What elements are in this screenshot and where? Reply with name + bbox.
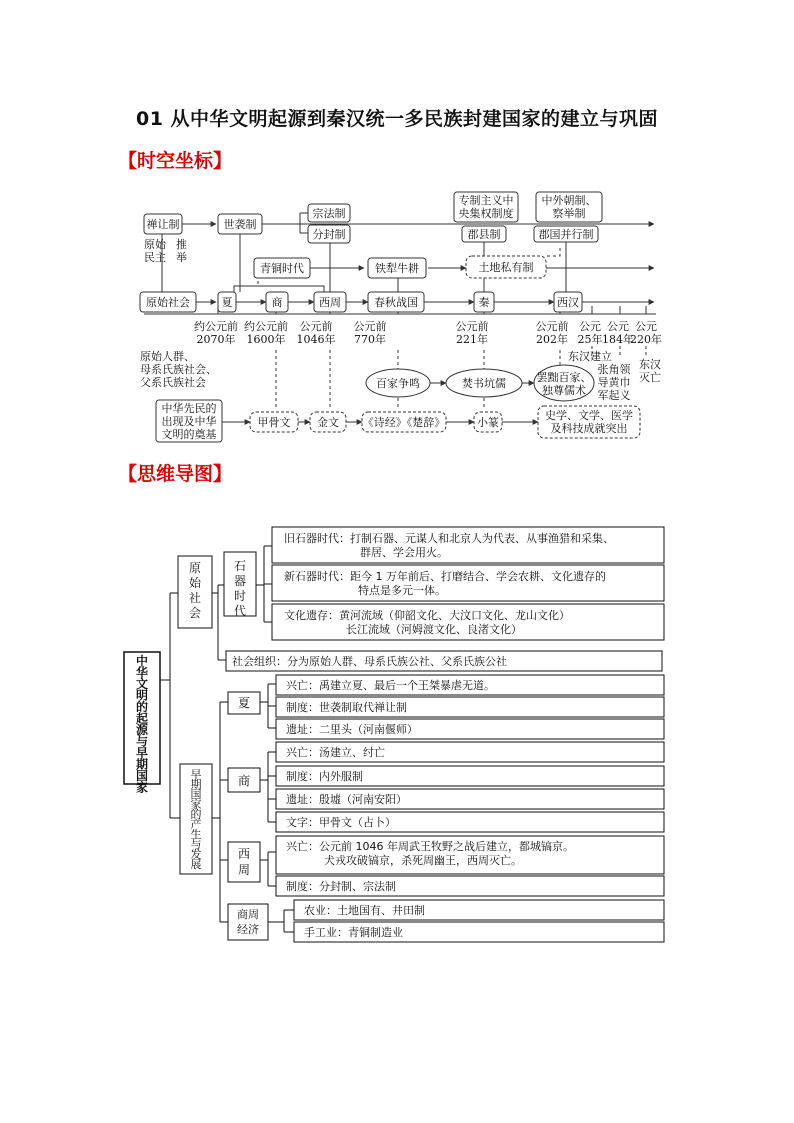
label-shanrang: 禅让制 <box>146 218 180 231</box>
mm-yuanshi: 原始社会 <box>188 561 202 620</box>
mm-shehui: 社会组织：分为原始人群、母系氏族公社、父系氏族公社 <box>232 655 507 668</box>
mm-shang-wen: 文字：甲骨文（占卜） <box>286 816 396 829</box>
mm-xinshi-1: 新石器时代：距今 1 万年前后、打磨结合、学会农耕、文化遗存的 <box>284 570 606 583</box>
mm-shang-xing: 兴亡：汤建立、纣亡 <box>286 746 385 759</box>
date-8a: 公元 <box>607 320 629 333</box>
date-3a: 公元前 <box>299 320 333 333</box>
mm-xizhou: 西周 <box>237 847 251 877</box>
era-qin: 秦 <box>478 296 490 309</box>
label-donghan-mie-2: 灭亡 <box>639 371 661 384</box>
mm-zhou-xing-1: 兴亡：公元前 1046 年周武王牧野之战后建立，都城镐京。 <box>286 840 574 853</box>
mm-jingji-2: 经济 <box>237 923 259 936</box>
label-tieli: 铁犁牛耕 <box>375 262 419 275</box>
era-chunqiu: 春秋战国 <box>374 296 418 309</box>
mm-xia-yi: 遗址：二里头（河南偃师） <box>286 723 418 736</box>
label-yuanshi-2: 民主 <box>144 251 166 264</box>
label-fenshu: 焚书坑儒 <box>462 377 506 390</box>
era-primitive: 原始社会 <box>146 296 190 309</box>
mm-jingji-1: 商周 <box>237 908 259 921</box>
label-bachu-2: 独尊儒术 <box>542 384 586 397</box>
mm-zhou-zhi: 制度：分封制、宗法制 <box>286 880 396 893</box>
label-keji-1: 史学、文学、医学 <box>545 409 633 422</box>
date-5a: 公元前 <box>455 320 489 333</box>
label-tuiju-2: 举 <box>176 251 187 264</box>
mm-nongye: 农业：土地国有、井田制 <box>304 904 425 917</box>
label-xiaozhuan: 小篆 <box>477 416 499 429</box>
label-jiagu: 甲骨文 <box>257 416 291 429</box>
label-yuanshi-1: 原始 <box>144 238 166 251</box>
date-9a: 公元 <box>635 320 657 333</box>
date-6b: 202年 <box>536 333 568 346</box>
label-society-2: 母系氏族社会、 <box>140 363 217 376</box>
date-8b: 184年 <box>602 333 634 346</box>
label-tuiju-1: 推 <box>176 238 187 251</box>
label-society-1: 原始人群、 <box>140 350 195 363</box>
label-shijing: 《诗经》《楚辞》 <box>362 416 446 429</box>
era-xia: 夏 <box>221 296 233 309</box>
mm-wenhua-1: 文化遗存：黄河流域（仰韶文化、大汶口文化、龙山文化） <box>284 609 570 622</box>
label-bachu-1: 罢黜百家、 <box>536 371 592 384</box>
mm-shang-yi: 遗址：殷墟（河南安阳） <box>286 793 407 806</box>
era-shang: 商 <box>271 296 283 309</box>
date-7b: 25年 <box>577 333 603 346</box>
label-keji-2: 及科技成就突出 <box>550 422 628 435</box>
label-tudi: 土地私有制 <box>478 261 534 274</box>
label-zhangjiao-2: 导黄巾 <box>597 376 631 389</box>
mm-zaoqi: 早期国家的产生与发展 <box>190 768 202 871</box>
label-jinwen: 金文 <box>317 416 339 429</box>
label-donghan-jianli: 东汉建立 <box>568 350 612 363</box>
date-5b: 221年 <box>456 333 488 346</box>
mm-shiqi: 石器时代 <box>233 559 247 618</box>
date-9b: 220年 <box>630 333 662 346</box>
label-qingtong: 青铜时代 <box>260 262 304 275</box>
mm-jiushi-2: 群居、学会用火。 <box>360 546 448 559</box>
label-zhangjiao-3: 军起义 <box>597 389 631 402</box>
label-zhongwai-1: 中外朝制、 <box>541 194 597 207</box>
date-3b: 1046年 <box>296 333 336 346</box>
mm-xia-xing: 兴亡：禹建立夏、最后一个王桀暴虐无道。 <box>286 679 495 692</box>
date-4a: 公元前 <box>353 320 387 333</box>
label-fenfeng: 分封制 <box>312 228 346 241</box>
mm-jiushi-1: 旧石器时代：打制石器、元谋人和北京人为代表、从事渔猎和采集、 <box>284 532 614 545</box>
mm-shang-zhi: 制度：内外服制 <box>286 770 363 783</box>
page-title: 01 从中华文明起源到秦汉统一多民族封建国家的建立与巩固 <box>135 108 659 130</box>
label-baijia: 百家争鸣 <box>376 377 420 390</box>
label-zhangjiao-1: 张角领 <box>597 363 631 376</box>
mm-xia: 夏 <box>237 696 251 710</box>
mm-shougong: 手工业：青铜制造业 <box>304 926 403 939</box>
label-society-3: 父系氏族社会 <box>140 376 206 389</box>
label-origin-1: 中华先民的 <box>161 402 217 415</box>
mm-shang: 商 <box>237 774 251 788</box>
era-xihan: 西汉 <box>557 296 579 309</box>
mm-zhou-xing-2: 犬戎攻破镐京，杀死周幽王，西周灭亡。 <box>324 854 522 867</box>
date-4b: 770年 <box>354 333 386 346</box>
mm-xia-zhi: 制度：世袭制取代禅让制 <box>286 701 407 714</box>
mindmap-heading: 【思维导图】 <box>118 463 233 485</box>
label-donghan-mie-1: 东汉 <box>639 358 661 371</box>
label-origin-3: 文明的奠基 <box>161 428 217 441</box>
date-2b: 1600年 <box>246 333 286 346</box>
date-7a: 公元 <box>579 320 601 333</box>
date-1b: 2070年 <box>196 333 236 346</box>
label-junguo: 郡国并行制 <box>538 228 594 241</box>
mm-wenhua-2: 长江流域（河姆渡文化、良渚文化） <box>346 623 522 636</box>
mm-root: 中华文明的起源与早期国家 <box>135 654 149 795</box>
mm-xinshi-2: 特点是多元一体。 <box>358 584 446 597</box>
date-1a: 约公元前 <box>194 320 238 333</box>
label-zhuanzhi-1: 专制主义中 <box>458 194 514 207</box>
date-6a: 公元前 <box>535 320 569 333</box>
label-zhuanzhi-2: 央集权制度 <box>458 207 514 220</box>
era-xizhou: 西周 <box>319 296 341 309</box>
label-origin-2: 出现及中华 <box>161 415 217 428</box>
label-zhongwai-2: 察举制 <box>552 207 586 220</box>
date-2a: 约公元前 <box>244 320 288 333</box>
timeline-heading: 【时空坐标】 <box>118 150 233 172</box>
label-junxian: 郡县制 <box>467 228 501 241</box>
label-zongfa: 宗法制 <box>312 207 346 220</box>
label-shixi: 世袭制 <box>223 218 257 231</box>
